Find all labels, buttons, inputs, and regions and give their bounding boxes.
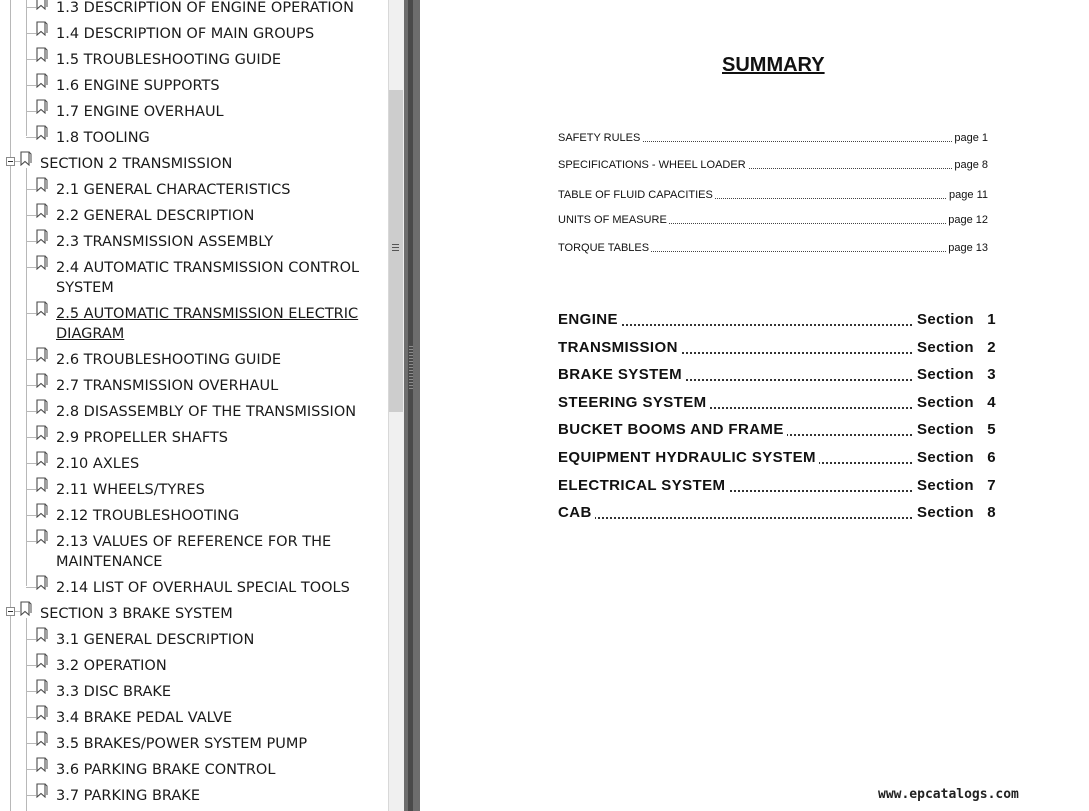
tree-connector [26, 541, 36, 542]
tree-connector [26, 189, 36, 190]
toc-section-entry[interactable] [558, 366, 996, 386]
watermark: www.epcatalogs.com [878, 787, 1019, 802]
bookmark-label[interactable]: 2.8 DISASSEMBLY OF THE TRANSMISSION [56, 404, 357, 420]
bookmark-label[interactable]: 1.5 TROUBLESHOOTING GUIDE [56, 52, 282, 68]
bookmark-page-icon [36, 347, 48, 362]
collapse-toggle-icon[interactable] [6, 157, 15, 166]
toc-section-entry[interactable] [558, 477, 996, 497]
bookmark-label[interactable]: 2.13 VALUES OF REFERENCE FOR THE [56, 534, 332, 550]
section-label: Section [914, 421, 974, 438]
tree-connector [26, 111, 36, 112]
bookmarks-panel [0, 0, 389, 811]
bookmark-page-icon [36, 653, 48, 668]
bookmark-page-icon [36, 203, 48, 218]
section-number: 2 [987, 339, 996, 356]
bookmark-label[interactable]: 1.7 ENGINE OVERHAUL [56, 104, 224, 120]
section-label: Section [914, 311, 974, 328]
tree-connector [26, 241, 36, 242]
section-title: TRANSMISSION [558, 339, 681, 356]
toc-entry-title: SPECIFICATIONS - WHEEL LOADER [558, 159, 746, 171]
toc-entry-title: UNITS OF MEASURE [558, 214, 667, 226]
bookmark-page-icon [36, 783, 48, 798]
bookmark-item[interactable] [0, 656, 380, 682]
tree-connector [26, 437, 36, 438]
section-label: Section [914, 366, 974, 383]
bookmark-item[interactable] [0, 376, 380, 402]
toc-section-entry[interactable] [558, 504, 996, 524]
toc-entry[interactable] [558, 214, 988, 228]
tree-connector [26, 215, 36, 216]
bookmark-page-icon [36, 255, 48, 270]
tree-connector [26, 743, 36, 744]
section-title: BRAKE SYSTEM [558, 366, 685, 383]
bookmark-label[interactable]: 2.2 GENERAL DESCRIPTION [56, 208, 255, 224]
bookmark-item[interactable] [0, 428, 380, 454]
bookmark-label[interactable]: 2.1 GENERAL CHARACTERISTICS [56, 182, 291, 198]
bookmark-item[interactable] [0, 480, 380, 506]
tree-connector [26, 691, 36, 692]
bookmark-label[interactable]: SECTION 2 TRANSMISSION [40, 156, 233, 172]
tree-connector [26, 665, 36, 666]
tree-connector [26, 59, 36, 60]
tree-connector [26, 385, 36, 386]
section-label: Section [914, 477, 974, 494]
bookmark-page-icon [36, 503, 48, 518]
bookmark-page-icon [36, 373, 48, 388]
bookmark-item[interactable] [0, 0, 380, 24]
bookmark-label[interactable]: 3.4 BRAKE PEDAL VALVE [56, 710, 233, 726]
page-title: SUMMARY [722, 54, 825, 76]
toc-section-entry[interactable] [558, 339, 996, 359]
section-label: Section [914, 504, 974, 521]
bookmark-item[interactable] [0, 24, 380, 50]
bookmark-label[interactable]: 3.2 OPERATION [56, 658, 167, 674]
tree-connector [26, 515, 36, 516]
bookmark-section[interactable] [0, 604, 380, 630]
bookmark-label[interactable]: 2.6 TROUBLESHOOTING GUIDE [56, 352, 282, 368]
section-title: ENGINE [558, 311, 621, 328]
bookmark-item[interactable] [0, 402, 380, 428]
bookmark-label[interactable]: 1.4 DESCRIPTION OF MAIN GROUPS [56, 26, 315, 42]
bookmark-item[interactable] [0, 76, 380, 102]
splitter-grip-icon[interactable] [409, 346, 413, 390]
section-title: STEERING SYSTEM [558, 394, 710, 411]
scroll-grip-icon [392, 244, 399, 254]
leader-dots [558, 517, 916, 519]
bookmark-page-icon [36, 757, 48, 772]
tree-connector [26, 795, 36, 796]
toc-section-entry[interactable] [558, 449, 996, 469]
tree-connector [26, 359, 36, 360]
bookmark-item[interactable] [0, 102, 380, 128]
section-title: EQUIPMENT HYDRAULIC SYSTEM [558, 449, 819, 466]
bookmark-label[interactable]: 2.10 AXLES [56, 456, 140, 472]
toc-entry[interactable] [558, 132, 988, 146]
bookmark-page-icon [36, 731, 48, 746]
bookmark-page-icon [36, 425, 48, 440]
toc-entry-page: page 8 [954, 159, 988, 171]
section-number: 5 [987, 421, 996, 438]
section-label: Section [914, 449, 974, 466]
toc-entry-title: TORQUE TABLES [558, 242, 650, 254]
bookmark-item[interactable] [0, 734, 380, 760]
toc-section-entry[interactable] [558, 394, 996, 414]
bookmark-item[interactable] [0, 630, 380, 656]
bookmark-page-icon [36, 21, 48, 36]
bookmark-page-icon [36, 705, 48, 720]
section-number: 7 [987, 477, 996, 494]
bookmark-label[interactable]: 2.9 PROPELLER SHAFTS [56, 430, 228, 446]
tree-connector [26, 313, 36, 314]
bookmark-label[interactable]: 1.8 TOOLING [56, 130, 150, 146]
bookmark-label[interactable]: 3.3 DISC BRAKE [56, 684, 172, 700]
bookmark-item[interactable] [0, 50, 380, 76]
tree-connector [26, 267, 36, 268]
bookmark-page-icon [20, 601, 32, 616]
bookmark-item[interactable] [0, 532, 380, 578]
section-number: 3 [987, 366, 996, 383]
toc-entry-title: TABLE OF FLUID CAPACITIES [558, 189, 713, 201]
toc-entry[interactable] [558, 159, 988, 173]
bookmark-item[interactable] [0, 350, 380, 376]
bookmark-label[interactable]: 3.7 PARKING BRAKE [56, 788, 200, 804]
bookmark-label[interactable]: 2.4 AUTOMATIC TRANSMISSION CONTROL [56, 260, 360, 276]
bookmark-label[interactable]: 2.14 LIST OF OVERHAUL SPECIAL TOOLS [56, 580, 350, 596]
tree-connector [26, 137, 36, 138]
bookmark-label[interactable]: 2.11 WHEELS/TYRES [56, 482, 205, 498]
bookmark-page-icon [36, 0, 48, 10]
collapse-toggle-icon[interactable] [6, 607, 15, 616]
bookmark-label[interactable]: 3.1 GENERAL DESCRIPTION [56, 632, 255, 648]
bookmark-label[interactable]: SECTION 3 BRAKE SYSTEM [40, 606, 233, 622]
bookmark-item[interactable] [0, 578, 380, 604]
bookmark-page-icon [36, 301, 48, 316]
tree-connector [26, 587, 36, 588]
bookmark-page-icon [36, 47, 48, 62]
tree-connector [26, 463, 36, 464]
bookmark-item[interactable] [0, 760, 380, 786]
tree-connector [26, 7, 36, 8]
bookmark-page-icon [36, 99, 48, 114]
splitter-track [408, 0, 413, 811]
bookmark-page-icon [36, 477, 48, 492]
bookmark-label[interactable]: 2.5 AUTOMATIC TRANSMISSION ELECTRIC [56, 306, 359, 322]
bookmark-item[interactable] [0, 180, 380, 206]
bookmark-item[interactable] [0, 506, 380, 532]
toc-entry-page: page 13 [948, 242, 988, 254]
bookmark-label[interactable]: 2.12 TROUBLESHOOTING [56, 508, 240, 524]
bookmark-item[interactable] [0, 232, 380, 258]
bookmark-section[interactable] [0, 154, 380, 180]
section-title: ELECTRICAL SYSTEM [558, 477, 728, 494]
bookmark-item[interactable] [0, 454, 380, 480]
section-title: BUCKET BOOMS AND FRAME [558, 421, 787, 438]
bookmark-label[interactable]: 3.5 BRAKES/POWER SYSTEM PUMP [56, 736, 308, 752]
section-number: 8 [987, 504, 996, 521]
tree-connector [26, 85, 36, 86]
bookmark-page-icon [36, 229, 48, 244]
bookmark-page-icon [36, 679, 48, 694]
toc-section-entry[interactable] [558, 421, 996, 441]
bookmark-item[interactable] [0, 708, 380, 734]
tree-connector [26, 489, 36, 490]
bookmark-item[interactable] [0, 206, 380, 232]
bookmark-item[interactable] [0, 786, 380, 811]
tree-connector [26, 769, 36, 770]
tree-connector [26, 717, 36, 718]
bookmark-page-icon [36, 177, 48, 192]
toc-entry-page: page 11 [949, 189, 988, 201]
toc-entry-title: SAFETY RULES [558, 132, 641, 144]
bookmark-label[interactable]: 2.7 TRANSMISSION OVERHAUL [56, 378, 279, 394]
tree-connector [26, 33, 36, 34]
section-number: 6 [987, 449, 996, 466]
bookmark-page-icon [20, 151, 32, 166]
bookmark-item[interactable] [0, 128, 380, 154]
bookmark-page-icon [36, 125, 48, 140]
bookmark-label[interactable]: 1.6 ENGINE SUPPORTS [56, 78, 220, 94]
bookmark-page-icon [36, 627, 48, 642]
bookmark-item[interactable] [0, 304, 380, 350]
toc-section-entry[interactable] [558, 311, 996, 331]
bookmark-page-icon [36, 529, 48, 544]
section-label: Section [914, 394, 974, 411]
document-page [420, 0, 1089, 811]
toc-entry-page: page 12 [948, 214, 988, 226]
bookmark-label[interactable]: 3.6 PARKING BRAKE CONTROL [56, 762, 276, 778]
bookmark-page-icon [36, 575, 48, 590]
bookmark-label-continued[interactable]: SYSTEM [56, 280, 114, 296]
bookmark-item[interactable] [0, 258, 380, 304]
tree-connector [26, 639, 36, 640]
section-title: CAB [558, 504, 595, 521]
section-number: 1 [987, 311, 996, 328]
toc-entry[interactable] [558, 242, 988, 256]
bookmark-page-icon [36, 451, 48, 466]
bookmark-page-icon [36, 399, 48, 414]
toc-entry-page: page 1 [954, 132, 988, 144]
bookmark-item[interactable] [0, 682, 380, 708]
bookmark-label[interactable]: 2.3 TRANSMISSION ASSEMBLY [56, 234, 274, 250]
bookmark-label[interactable]: 1.3 DESCRIPTION OF ENGINE OPERATION [56, 0, 354, 16]
section-number: 4 [987, 394, 996, 411]
bookmark-page-icon [36, 73, 48, 88]
bookmark-label-continued[interactable]: DIAGRAM [56, 326, 125, 342]
tree-connector [26, 411, 36, 412]
toc-entry[interactable] [558, 189, 988, 203]
section-label: Section [914, 339, 974, 356]
bookmark-label-continued[interactable]: MAINTENANCE [56, 554, 163, 570]
